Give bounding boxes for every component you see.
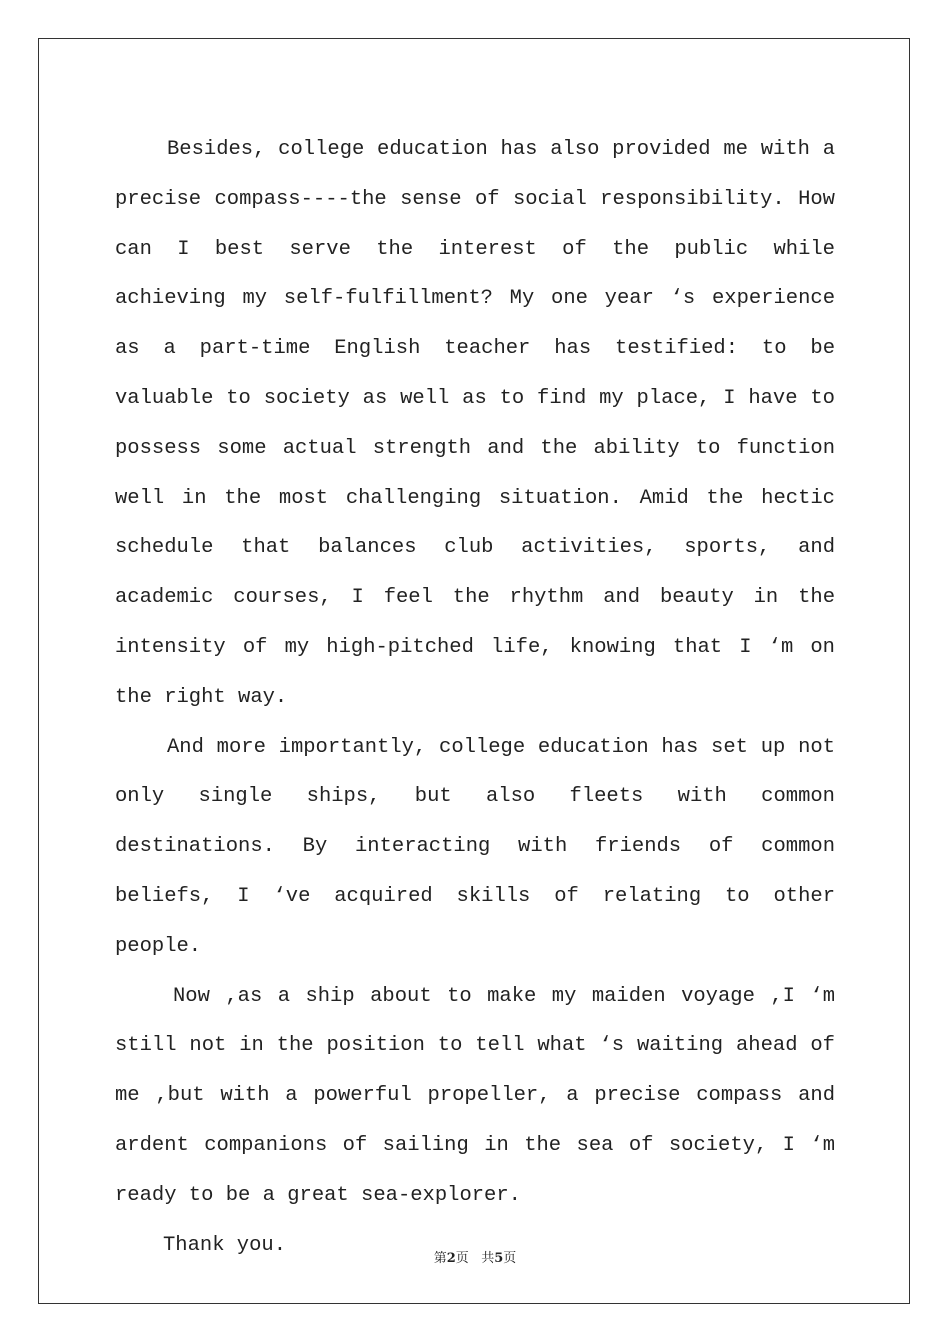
total-suffix: 页 bbox=[503, 1251, 517, 1266]
paragraph-thanks: Thank you. bbox=[163, 1233, 287, 1257]
paragraph-compass: Besides, college education has also provided me with a precise compass----the sense of social responsibility. How can I best serve the interest of the public while achieving my self-fulfillment? My one year ‘s experience as a part-time English teacher has testified: to be valuable to society as well as to find my place, I have to possess some actual strength and the ability to function well in the most challenging situation. Amid the hectic schedule that balances club activities, sports, and academic courses, I feel the rhythm and beauty in the intensity of my high-pitched life, knowing that I ‘m on the right way. bbox=[115, 138, 835, 709]
total-page-count: 5 bbox=[494, 1251, 504, 1266]
page-suffix: 页 bbox=[455, 1251, 469, 1266]
total-prefix: 共 bbox=[481, 1251, 495, 1266]
document-body bbox=[115, 125, 835, 1270]
paragraph-voyage: Now ,as a ship about to make my maiden voyage ,I ‘m still not in the position to tell what ‘s waiting ahead of me ,but with a powerful propeller, a precise compass and ardent companions of sailing in the sea of society, I ‘m ready to be a great sea-explorer. bbox=[115, 984, 835, 1207]
page-number-footer bbox=[0, 1247, 950, 1266]
page-prefix: 第 bbox=[433, 1251, 447, 1266]
current-page-number: 2 bbox=[446, 1251, 456, 1266]
paragraph-fleets: And more importantly, college education has set up not only single ships, but also fleets with common destinations. By interacting with friends of common beliefs, I ‘ve acquired skills of relating to other people. bbox=[115, 735, 835, 958]
